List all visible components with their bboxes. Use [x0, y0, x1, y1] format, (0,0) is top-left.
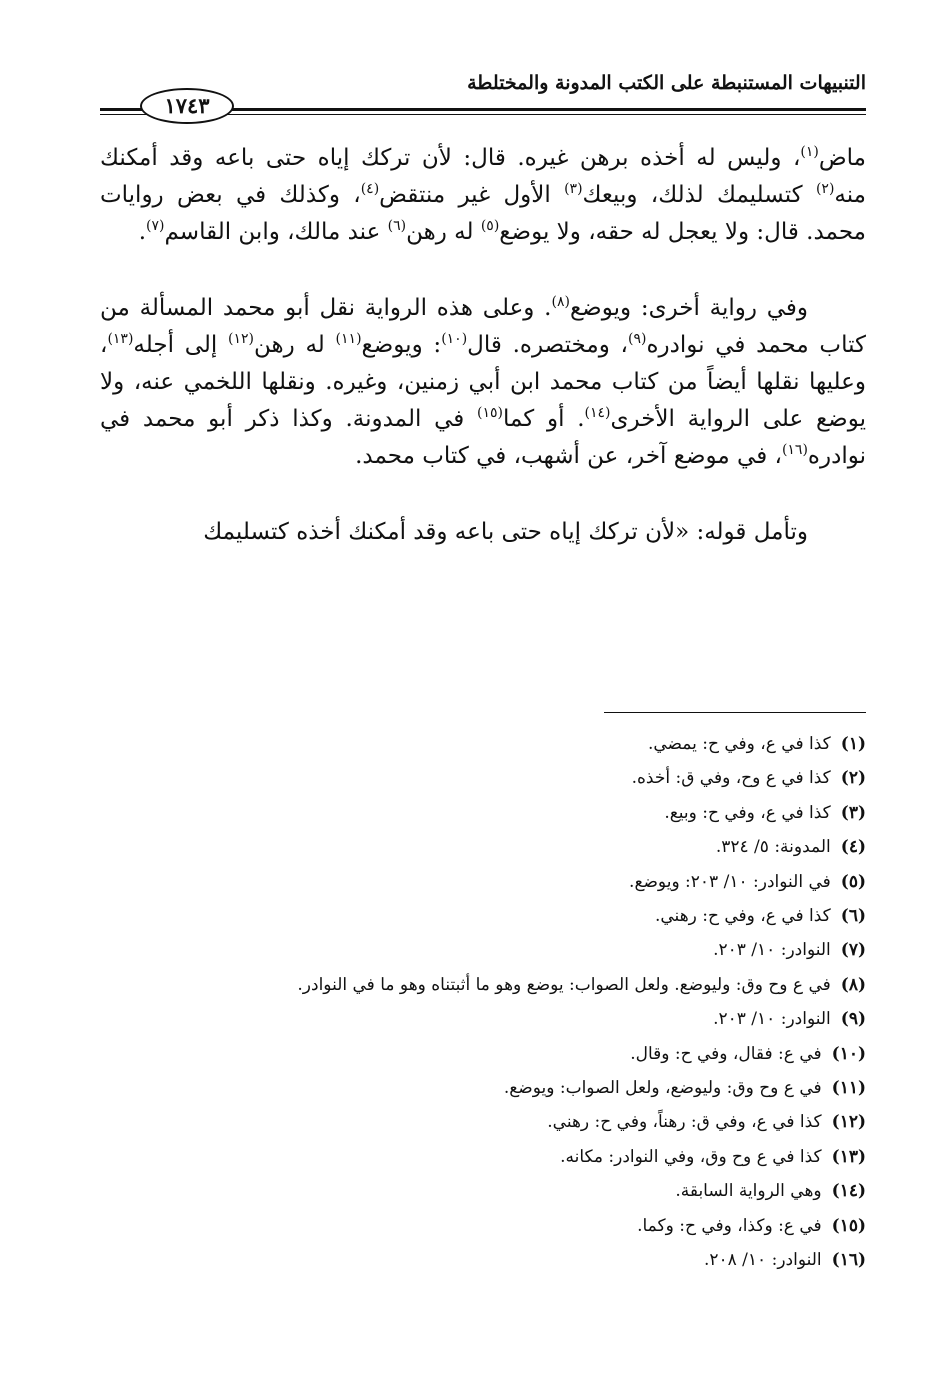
footnote-number: (١٣): [831, 1146, 866, 1167]
footnote-number: (٣): [840, 802, 866, 823]
paragraph-3: وتأمل قوله: «لأن تركك إياه حتى باعه وقد أمكنك أخذه كتسليمك: [203, 519, 808, 545]
footnote-number: (١١): [831, 1078, 866, 1099]
footnote: [100, 830, 866, 864]
footnote-ref[interactable]: (٢): [815, 181, 835, 197]
footnote-ref[interactable]: (٩): [627, 331, 647, 347]
footnote-ref[interactable]: (١٣): [107, 331, 134, 347]
footnote-ref[interactable]: (٧): [146, 218, 165, 234]
footnote-text: كذا في ع، وفي ح: يمضي.: [647, 734, 831, 754]
footnote: [100, 933, 866, 967]
footnote-separator: [604, 712, 866, 713]
footnote-ref[interactable]: (٦): [387, 218, 407, 234]
footnote-number: (١٤): [831, 1181, 866, 1202]
footnote: [100, 1002, 866, 1036]
footnote: [100, 1140, 866, 1174]
footnote-ref[interactable]: (١): [800, 144, 819, 160]
footnote-text: النوادر: ١٠/ ٢٠٨.: [703, 1250, 822, 1271]
footnote-ref[interactable]: (٨): [551, 294, 570, 310]
footnote: [100, 1037, 866, 1071]
footnote-ref[interactable]: (١٥): [477, 405, 503, 421]
footnote-number: (٩): [840, 1009, 866, 1030]
footnote-text: كذا في ع، وفي ق: رهناً، وفي ح: رهني.: [547, 1112, 822, 1133]
footnote-ref[interactable]: (٤): [360, 181, 380, 197]
footnote-text: النوادر: ١٠/ ٢٠٣.: [713, 1009, 831, 1030]
footnote-text: كذا في ع وح، وفي ق: أخذه.: [631, 768, 831, 789]
footnote-number: (٥): [840, 871, 866, 892]
footnote-ref[interactable]: (١٠): [441, 331, 468, 347]
footnote-ref[interactable]: (١٦): [781, 442, 808, 458]
footnote: [100, 865, 866, 899]
footnote-number: (١٦): [831, 1250, 866, 1271]
footnote-number: (١٠): [831, 1043, 866, 1064]
page-number: ١٧٤٣: [140, 88, 234, 124]
footnote-text: النوادر: ١٠/ ٢٠٣.: [713, 940, 831, 961]
footnote: [100, 1243, 866, 1277]
footnote: [100, 761, 866, 795]
footnote: [100, 1105, 866, 1139]
footnote-text: كذا في ع، وفي ح: وبيع.: [664, 802, 831, 823]
footnote-text: كذا في ع، وفي ح: رهني.: [654, 906, 831, 927]
footnote: [100, 899, 866, 933]
footnote-number: (٦): [840, 906, 866, 927]
footnote-text: في ع: وكذا، وفي ح: وكما.: [637, 1215, 822, 1236]
footnote-text: في ع وح وق: وليوضع. ولعل الصواب: يوضع وهو ما أثبتناه وهو ما في النوادر.: [297, 974, 831, 995]
footnote-text: المدونة: ٥/ ٣٢٤.: [715, 837, 831, 858]
footnote-number: (١): [840, 734, 866, 754]
footnote-number: (٨): [840, 974, 866, 995]
footnote: [100, 1174, 866, 1208]
footnote-ref[interactable]: (١٤): [584, 405, 611, 421]
paragraph-2: وفي رواية أخرى: ويوضع$^{(٨)}$. وعلى هذه الرواية نقل أبو محمد المسألة من كتاب محمد في نوادره$^{(٩)}$، ومختصره. قال$^{(١٠)}$: ويوضع$^{(١١)}$ له رهن$^{(١٢)}$ إلى أجله$^{(١٣)}$، وعليها نقلها أيضاً من كتاب محمد ابن أبي زمنين، وغيره. ونقلها اللخمي عنه، ولا يوضع على الرواية الأخرى$^{(١٤)}$. أو كما$^{(١٥)}$ في المدونة. وكذا ذكر أبو محمد في نوادره$^{(١٦)}$، في موضع آخر، عن أشهب، في كتاب محمد.: [100, 294, 866, 469]
main-text: [100, 140, 866, 551]
footnote-text: وهي الرواية السابقة.: [675, 1181, 822, 1202]
footnotes-list: [100, 727, 866, 1278]
footnote: [100, 1071, 866, 1105]
footnote-ref[interactable]: (٣): [564, 181, 583, 197]
footnote-text: في ع: فقال، وفي ح: وقال.: [630, 1043, 822, 1064]
paragraph-1: ماض$^{(١)}$، وليس له أخذه برهن غيره. قال: لأن تركك إياه حتى باعه وقد أمكنك منه$^{(٢)}$ كتسليمك لذلك، وبيعك$^{(٣)}$ الأول غير منتقض$^{(٤)}$، وكذلك في بعض روايات محمد. قال: ولا يعجل له حقه، ولا يوضع$^{(٥)}$ له رهن$^{(٦)}$ عند مالك، وابن القاسم$^{(٧)}$.: [100, 144, 866, 245]
footnote-number: (١٥): [831, 1215, 866, 1236]
footnote: [100, 1209, 866, 1243]
footnote-number: (٤): [840, 837, 866, 858]
footnote-text: في ع وح وق: وليوضع، ولعل الصواب: ويوضع.: [503, 1078, 822, 1099]
footnote-ref[interactable]: (٥): [480, 218, 500, 234]
footnote-ref[interactable]: (١١): [335, 331, 362, 347]
footnote-text: في النوادر: ١٠/ ٢٠٣: ويوضع.: [629, 871, 831, 892]
footnote-ref[interactable]: (١٢): [228, 331, 254, 347]
footnote-number: (٧): [840, 940, 866, 961]
running-title: التنبيهات المستنبطة على الكتب المدونة والمختلطة: [467, 72, 866, 94]
footnote: [100, 796, 866, 830]
footnote-number: (٢): [840, 768, 866, 789]
footnote: [100, 968, 866, 1002]
footnote: [100, 727, 866, 761]
footnote-number: (١٢): [831, 1112, 866, 1133]
footnote-text: كذا في ع وح وق، وفي النوادر: مكانه.: [560, 1146, 822, 1167]
